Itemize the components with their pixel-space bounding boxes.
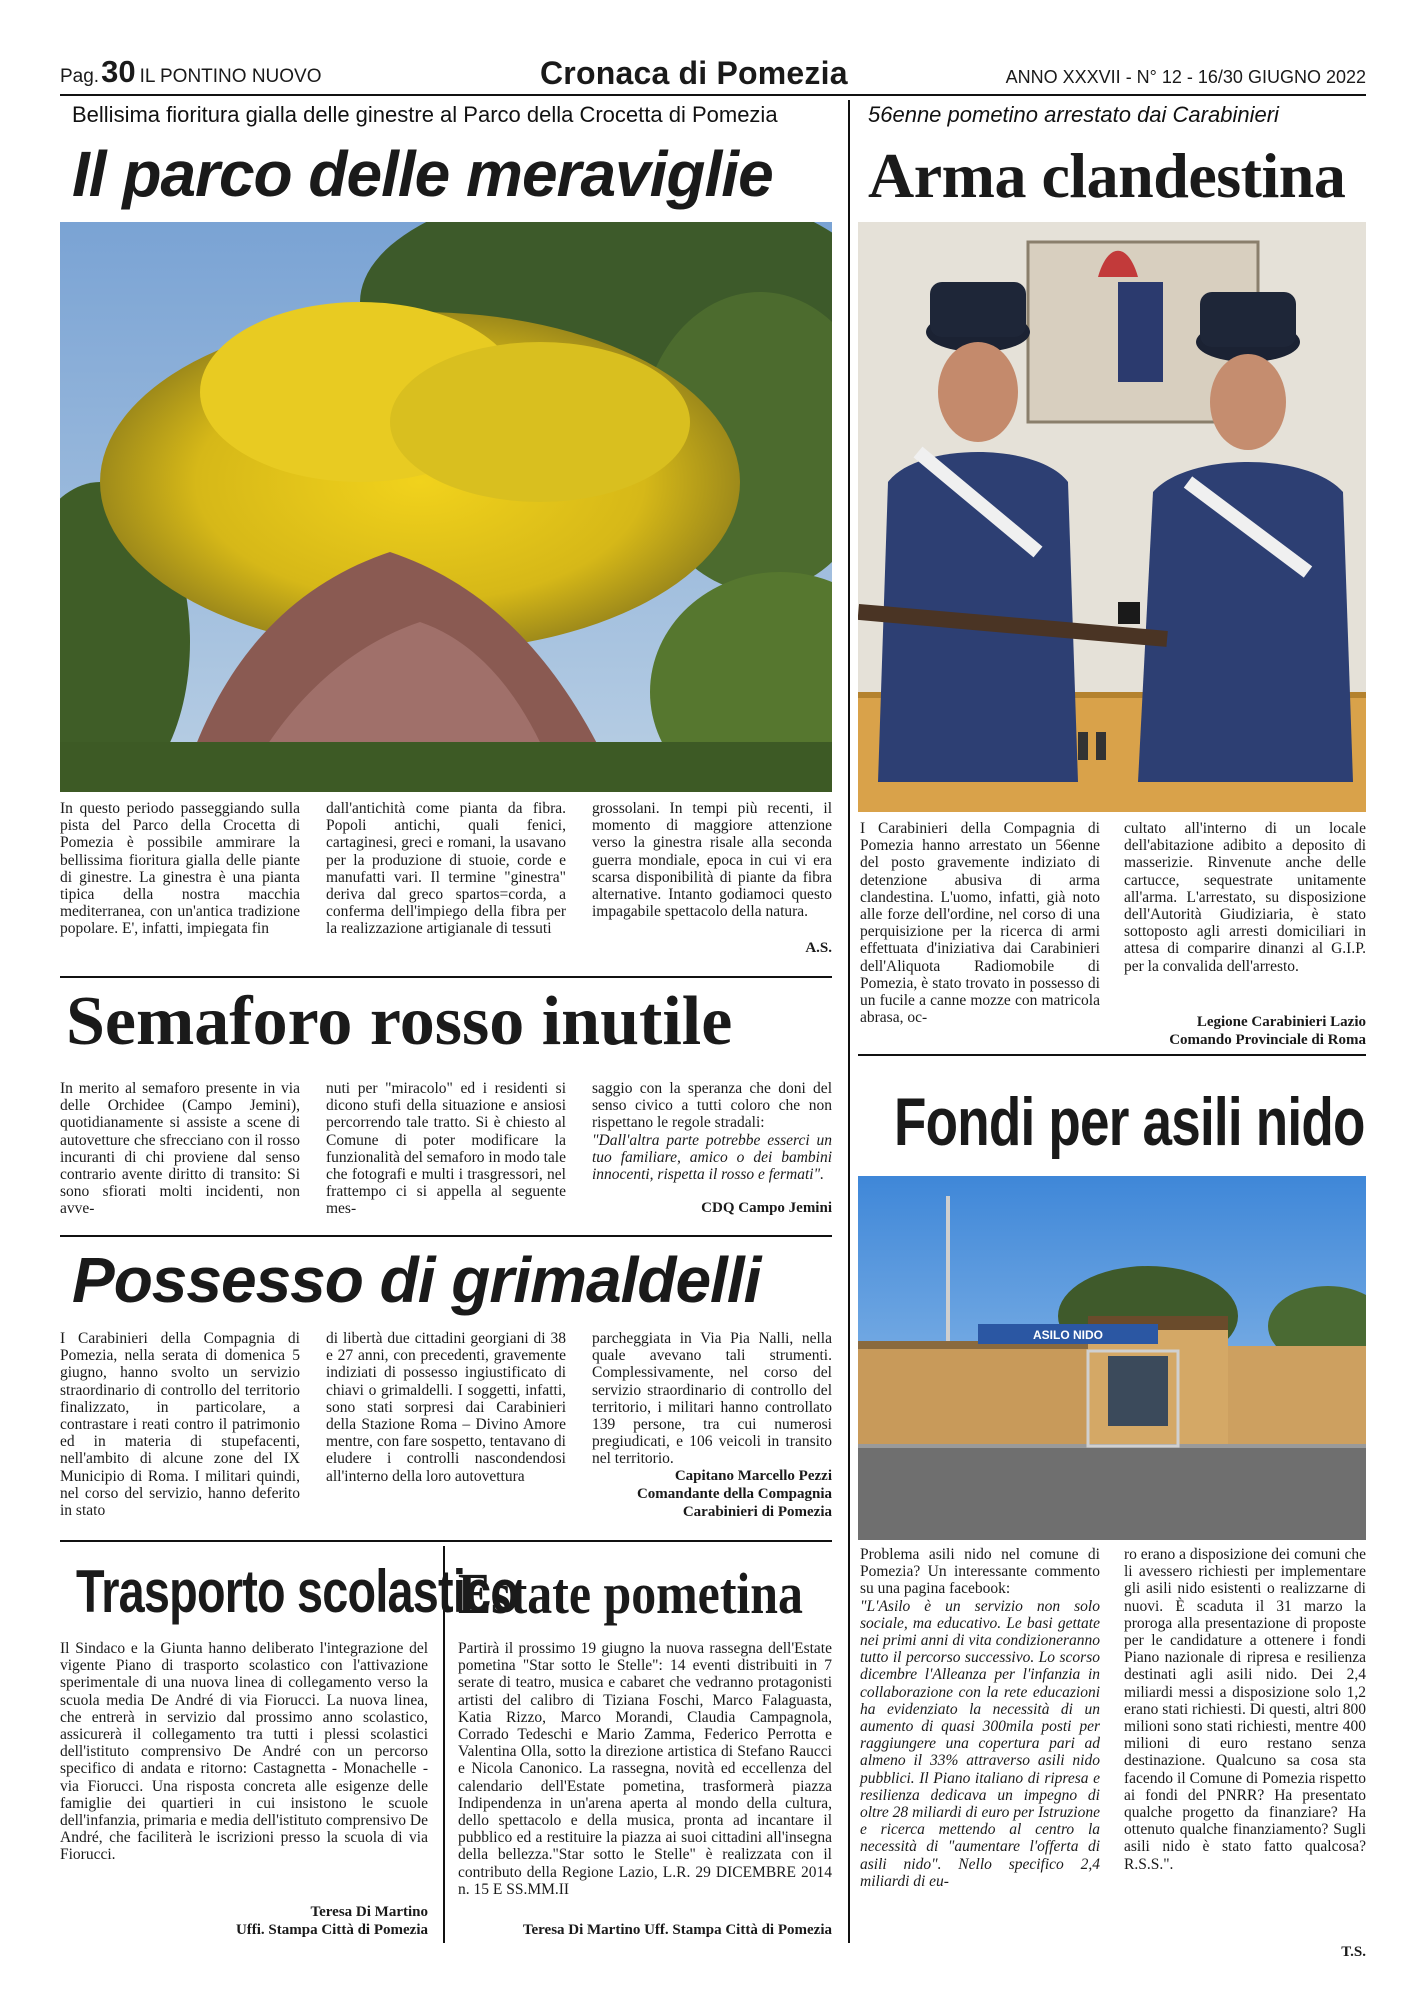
semaforo-col-1: In merito al semaforo presente in via delle Orchidee (Campo Jemini), quotidianamente si assiste a scene di autovetture che sfrecciano con il rosso incuranti di chi proviene dal senso contrario avente diritto di transito: Si sono sfiorati molti incidenti, non avve-	[60, 1080, 300, 1218]
asili-col-1	[860, 1546, 1100, 1890]
grimaldelli-signature-2: Comandante della Compagnia	[636, 1486, 832, 1502]
grimaldelli-signature-3: Carabinieri di Pomezia	[682, 1504, 832, 1520]
section-title: Cronaca di Pomezia	[540, 55, 848, 91]
carabinieri-photo	[858, 222, 1366, 812]
semaforo-col-2: nuti per "miracolo" ed i residenti si dicono stufi della situazione e ansiosi percorrendo tale tratto. Si è chiesto al Comune di poter modificare la funzionalità del semaforo in modo tale che fotografi e multi i trasgressori, nel frattempo ci si appella al seguente mes-	[326, 1080, 566, 1218]
semaforo-signature: CDQ Campo Jemini	[701, 1200, 832, 1216]
masthead	[60, 54, 1366, 96]
grimaldelli-col-1: I Carabinieri della Compagnia di Pomezia, nella serata di domenica 5 giugno, hanno svolto un servizio straordinario di controllo del territorio finalizzato, in particolare, a contrastare i reati contro il patrimonio ed in materia di stupefacenti, nell'ambito di alcune zone del IX Municipio di Roma. I militari quindi, nel corso del servizio, hanno deferito in stato	[60, 1330, 300, 1520]
parco-kicker: Bellisima fioritura gialla delle ginestre al Parco della Crocetta di Pomezia	[72, 102, 778, 127]
grimaldelli-col-2: di libertà due cittadini georgiani di 38 e 27 anni, con precedenti, gravemente indiziati di possesso ingiustificato di chiavi o grimaldelli. I soggetti, infatti, sono stati sorpresi dai Carabinieri della Stazione Roma – Divino Amore mentre, con fare sospetto, tentavano di eludere i controlli nascondendosi all'interno della loro autovettura	[326, 1330, 566, 1485]
trasporto-title: Trasporto scolastico	[76, 1558, 519, 1625]
semaforo-quote: "Dall'altra parte potrebbe esserci un tuo familiare, amico o dei bambini innocenti, rispetta il rosso e fermati".	[592, 1131, 832, 1184]
issue-info: ANNO XXXVII - N° 12 - 16/30 GIUGNO 2022	[1005, 67, 1366, 87]
arma-signature-1: Legione Carabinieri Lazio	[1196, 1014, 1366, 1030]
parco-col-2: dall'antichità come pianta da fibra. Popoli antichi, quali fenici, cartaginesi, greci e romani, la usavano per la produzione di stuoie, corde e manufatti vari. Il termine "ginestra" deriva dal greco spartos=corda, a conferma dell'impiego della fibra per la realizzazione artigianale di tessuti	[326, 800, 566, 938]
parco-title: Il parco delle meraviglie	[72, 138, 773, 210]
column-divider	[848, 100, 850, 1100]
semaforo-col-3	[592, 1080, 832, 1183]
asili-signature: T.S.	[1341, 1944, 1366, 1960]
pag-label: Pag.	[60, 66, 100, 87]
estate-title: Estate pometina	[458, 1561, 803, 1626]
trasporto-signature-1: Teresa Di Martino	[310, 1904, 428, 1920]
arma-signature-2: Comando Provinciale di Roma	[1169, 1032, 1366, 1048]
trasporto-signature-2: Uffi. Stampa Città di Pomezia	[235, 1922, 428, 1938]
semaforo-col-3-text: saggio con la speranza che doni del senso civico a tutti coloro che non rispettano le regole stradali:	[592, 1080, 832, 1132]
page-number: 30	[101, 54, 136, 89]
asili-intro: Problema asili nido nel comune di Pomezia? Un interessante commento su una pagina facebook:	[860, 1546, 1100, 1598]
arma-kicker: 56enne pometino arrestato dai Carabinieri	[868, 102, 1279, 127]
semaforo-title: Semaforo rosso inutile	[66, 983, 733, 1060]
arma-title: Arma clandestina	[868, 140, 1346, 211]
trasporto-body: Il Sindaco e la Giunta hanno deliberato l'integrazione del vigente Piano di trasporto scolastico con l'attivazione sperimentale di una nuova linea di collegamento verso la scuola media De André di via Fiorucci. La nuova linea, che entrerà in servizio dal prossimo anno scolastico, assicurerà il collegamento tra tutti i plessi scolastici dell'istituto comprensivo De André con un percorso specifico di andata e ritorno: Castagnetta - Monachelle - via Fiorucci. Una risposta concreta alle esigenze delle famiglie dei quartieri in cui insistono le scuole dell'infanzia, primaria e media dell'istituto comprensivo De André, che faciliterà le iscrizioni presso la scuola di via Fiorucci.	[60, 1640, 428, 1864]
parco-signature: A.S.	[805, 940, 832, 956]
arma-col-2: cultato all'interno di un locale dell'abitazione adibito a deposito di masserizie. Rinvenute anche delle cartucce, sequestrate unitamente all'arma. L'arrestato, su disposizione dell'Autorità Giudiziaria, è stato sottoposto agli arresti domiciliari in attesa di comparire dinanzi al G.I.P. per la convalida dell'arresto.	[1124, 820, 1366, 975]
asili-quote-1: "L'Asilo è un servizio non solo sociale, ma educativo. Le basi gettate nei primi anni di vita condizioneranno tutto il percorso successivo. Lo scorso dicembre l'Alleanza per l'infanzia in collaborazione con la rete educazioni ha evidenziato la necessità di un aumento di quasi 300mila posti per raggiungere una copertura pari ad almeno il 33% attraverso asili nido pubblici. Il Piano italiano di ripresa e resilienza dedicava un impegno di oltre 28 miliardi di euro per Istruzione e ricerca mettendo al centro la necessità di "aumentare l'offerta di asili nido". Nello specifico 2,4 miliardi di eu-	[860, 1597, 1100, 1890]
asilo-sign-text: ASILO NIDO	[1032, 1328, 1104, 1342]
asili-col-2: ro erano a disposizione dei comuni che li avessero richiesti per implementare gli asili nido esistenti o realizzarne di nuovi. È scaduta il 31 marzo la proroga alla presentazione di proposte per le candidature a ottenere i fondi Piano nazionale di ripresa e resilienza destinati agli asili nido. Dei 2,4 miliardi messi a disposizione solo 1,2 erano stati richiesti. Di questi, altri 800 milioni sono stati richiesti, mentre 400 milioni di euro restano senza destinazione. Qualcuno sa cosa sta facendo il Comune di Pomezia rispetto ai fondi del PNRR? Ha presentato qualche progetto da finanziare? Ha ottenuto qualche finanziamento? Sugli asili nido è stato fatto qualcosa? R.S.S.".	[1124, 1546, 1366, 1873]
parco-col-3: grossolani. In tempi più recenti, il momento di maggiore attenzione verso la ginestra risale alla seconda guerra mondiale, epoca in cui vi era scarsa disponibilità di piante da fibra alternative. Intanto godiamoci questo impagabile spettacolo della natura.	[592, 800, 832, 921]
divider-rule	[858, 1054, 1366, 1056]
column-divider	[848, 1100, 850, 1943]
asilo-nido-photo	[858, 1176, 1366, 1540]
divider-rule	[60, 1540, 832, 1542]
newspaper-name: IL PONTINO NUOVO	[139, 66, 322, 87]
grimaldelli-col-3: parcheggiata in Via Pia Nalli, nella quale avevano tali strumenti. Complessivamente, nel corso del servizio straordinario di controllo del territorio, i militari hanno controllato 139 persone, tra cui numerosi pregiudicati, e 106 veicoli in transito nel territorio.	[592, 1330, 832, 1468]
arma-col-1: I Carabinieri della Compagnia di Pomezia hanno arrestato un 56enne del posto gravemente indiziato di detenzione abusiva di arma clandestina. L'uomo, infatti, già noto alle forze dell'ordine, nel corso di una perquisizione per la ricerca di armi effettuata d'iniziativa dai Carabinieri dell'Aliquota Radiomobile di Pomezia, è stato trovato in possesso di un fucile a canne mozze con matricola abrasa, oc-	[860, 820, 1100, 1027]
divider-rule	[60, 1235, 832, 1237]
asili-title: Fondi per asili nido	[894, 1084, 1365, 1160]
ginestra-photo	[60, 222, 832, 792]
page-label	[60, 54, 322, 90]
parco-col-1: In questo periodo passeggiando sulla pista del Parco della Crocetta di Pomezia è possibile ammirare la bellissima fioritura gialla delle piante di ginestre. La ginestra è una pianta tipica della nostra macchia mediterranea, con un'antica tradizione popolare. E', infatti, impiegata fin	[60, 800, 300, 938]
grimaldelli-title: Possesso di grimaldelli	[72, 1244, 761, 1316]
grimaldelli-signature-1: Capitano Marcello Pezzi	[674, 1468, 832, 1484]
estate-body: Partirà il prossimo 19 giugno la nuova rassegna dell'Estate pometina "Star sotto le Stelle": 14 eventi distribuiti in 7 serate di teatro, musica e cabaret che vedranno protagonisti artisti del calibro di Tiziana Foschi, Marco Falaguasta, Katia Rizzo, Marco Morandi, Claudia Campagnola, Corrado Tedeschi e Mario Zamma, Federico Perrotta e Valentina Olla, sotto la direzione artistica di Stefano Raucci e Nicola Canonico. La rassegna, novità ed eccellenza del calendario dell'Estate pometina, trasformerà piazza Indipendenza in un'arena aperta al mondo della cultura, dello spettacolo e della musica, pronta ad incantare il pubblico ed a restituire la piazza ai suoi cittadini all'insegna della bellezza."Star sotto le Stelle" è realizzata con il contributo della Regione Lazio, L.R. 29 DICEMBRE 2014 n. 15 E SS.MM.II	[458, 1640, 832, 1898]
estate-signature: Teresa Di Martino Uff. Stampa Città di Pomezia	[522, 1922, 832, 1938]
